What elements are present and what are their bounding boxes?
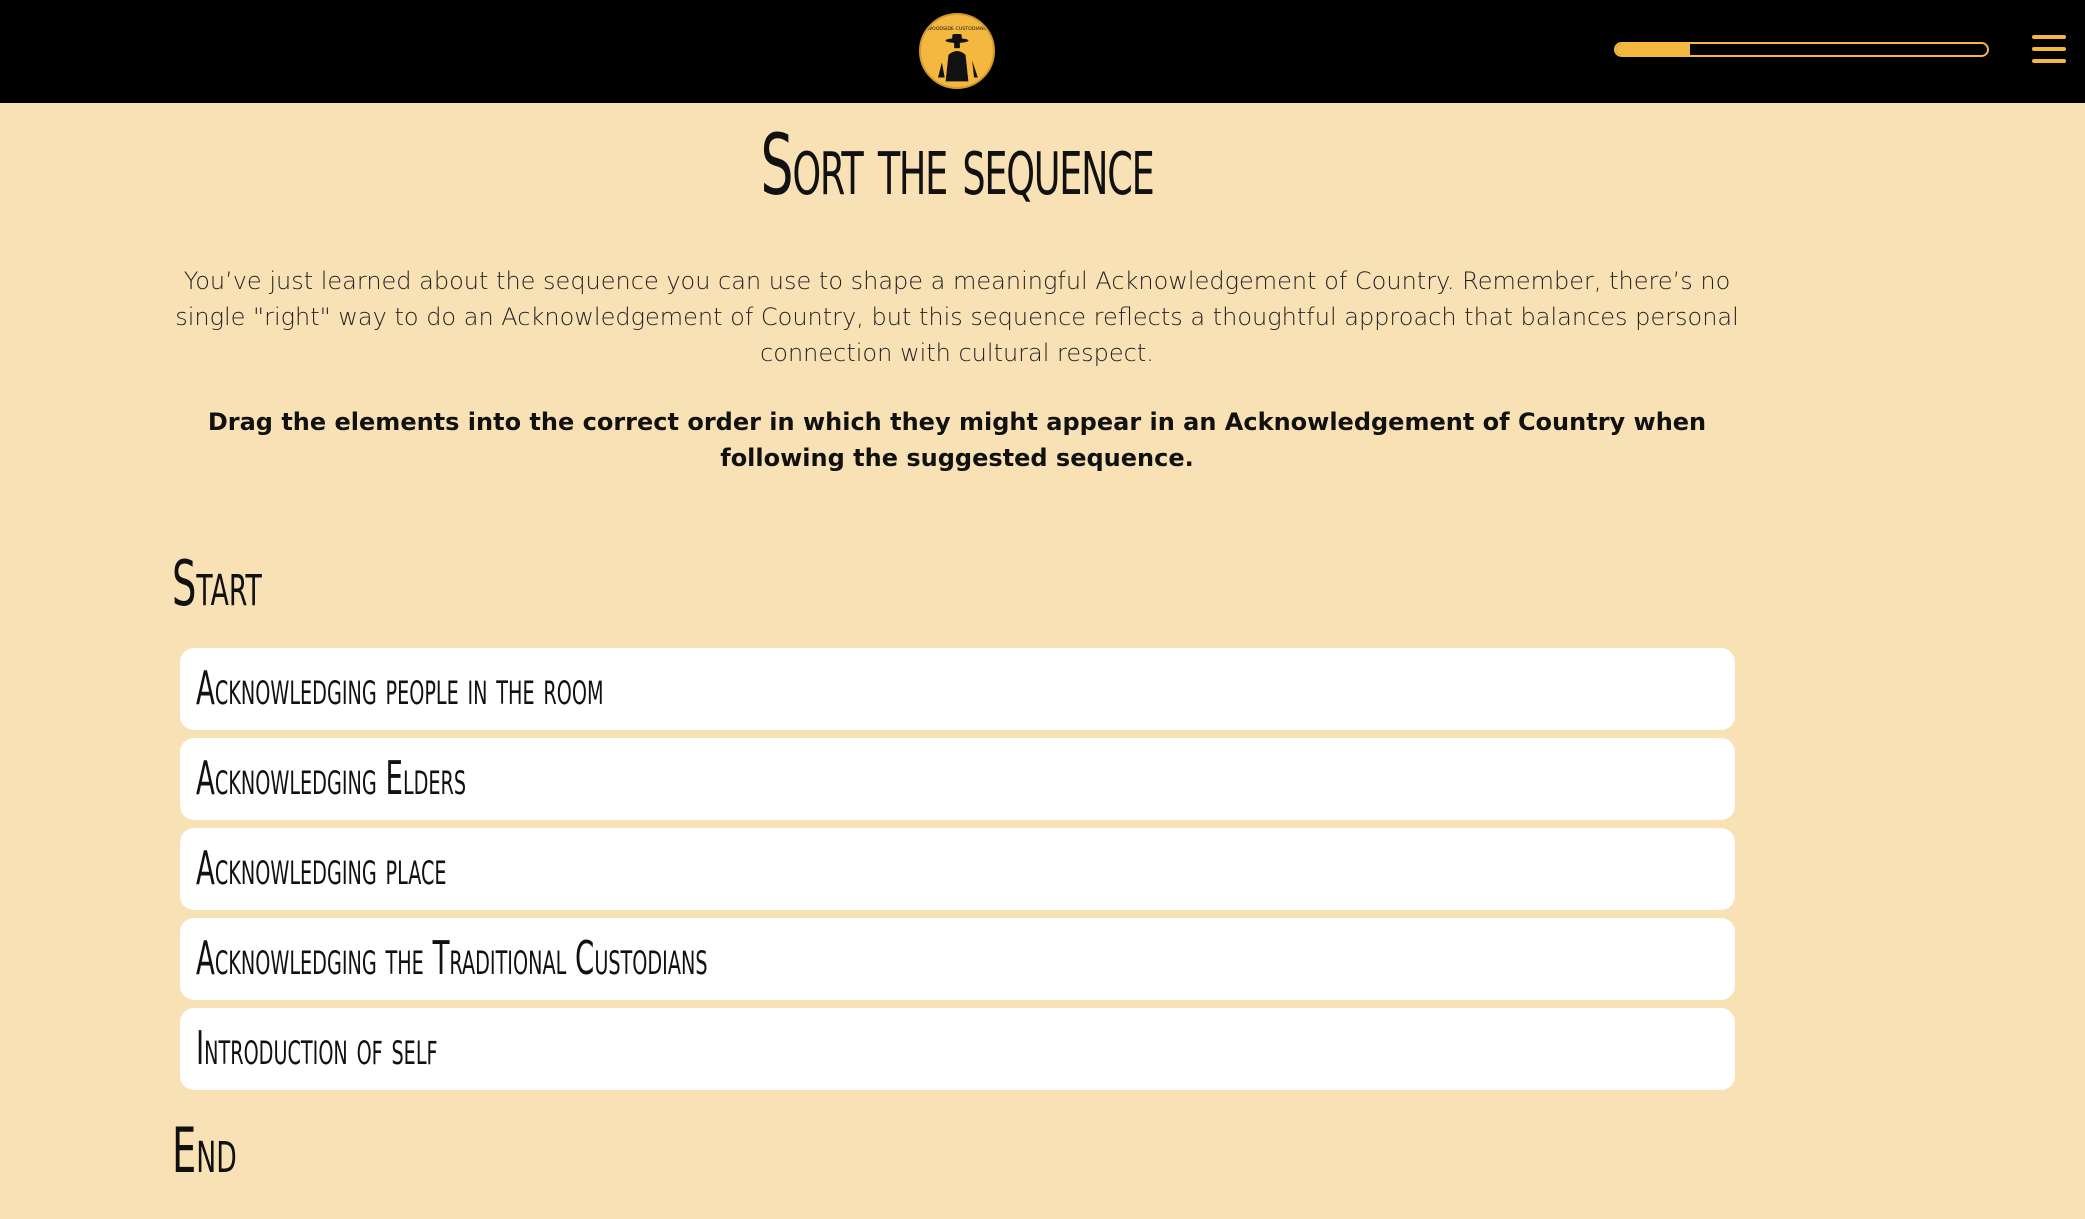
intro-paragraph: You’ve just learned about the sequence you can use to shape a meaningful Acknowledgement of Country. Remember, there’s no single "right" way to do an Acknowledgement of Country, but this sequence reflects a thoughtful approach that balances personal connection with cultural respect.	[175, 267, 1739, 367]
sortable-item[interactable]	[180, 918, 1735, 1000]
progress-bar-fill	[1616, 44, 1690, 55]
sortable-item[interactable]	[180, 738, 1735, 820]
bushranger-logo-icon[interactable]	[919, 13, 995, 89]
sortable-item[interactable]	[180, 1008, 1735, 1090]
menu-line	[2032, 59, 2066, 63]
logo-graphic	[921, 15, 993, 87]
top-navigation-bar	[0, 0, 2085, 103]
menu-line	[2032, 35, 2066, 39]
sortable-item-label: Introduction of self	[196, 1021, 438, 1075]
sortable-item[interactable]	[180, 648, 1735, 730]
instruction-text: Drag the elements into the correct order in which they might appear in an Acknowledgement of Country when following the suggested sequence.	[207, 408, 1707, 472]
start-label: Start	[172, 547, 262, 620]
sortable-item[interactable]	[180, 828, 1735, 910]
end-label: End	[172, 1114, 237, 1187]
sortable-item-label: Acknowledging place	[196, 841, 447, 895]
progress-bar	[1614, 42, 1989, 57]
sortable-item-label: Acknowledging Elders	[196, 751, 467, 805]
svg-text:WOODSIDE CUSTODIANS: WOODSIDE CUSTODIANS	[927, 27, 987, 33]
hamburger-menu-icon[interactable]	[2032, 33, 2066, 65]
sortable-item-label: Acknowledging people in the room	[196, 661, 604, 715]
page-title: Sort the sequence	[760, 116, 1154, 214]
sortable-item-label: Acknowledging the Traditional Custodians	[196, 931, 708, 985]
menu-line	[2032, 47, 2066, 51]
sortable-list	[180, 648, 1735, 1098]
